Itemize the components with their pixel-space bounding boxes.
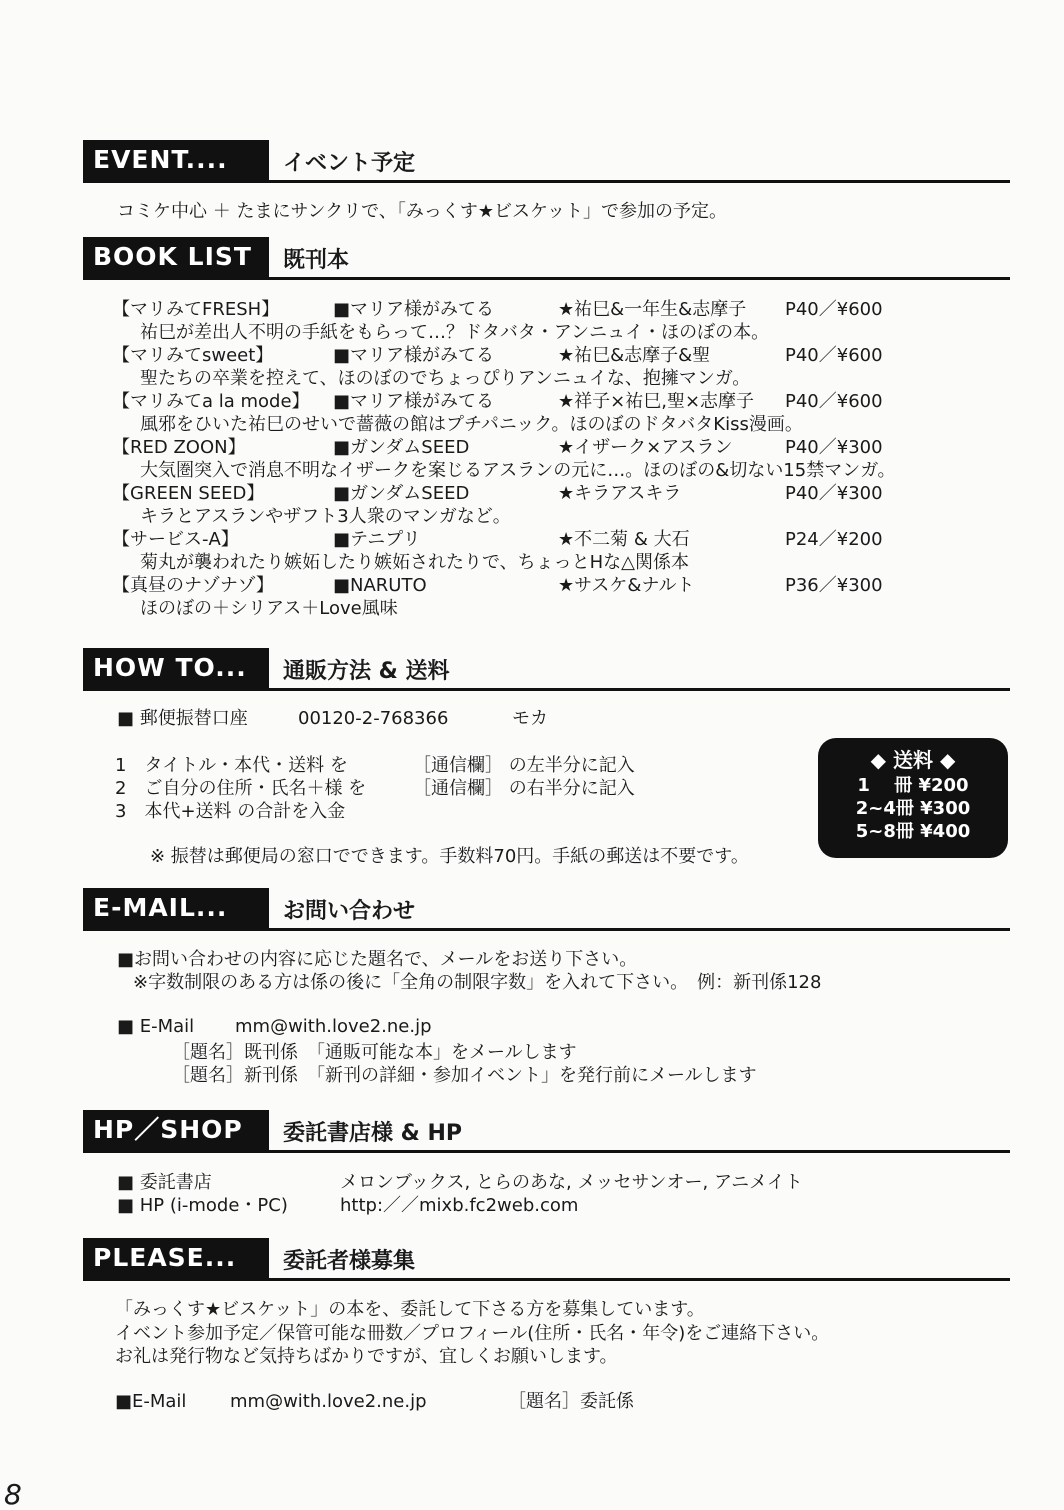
book-title: 【真昼のナゾナゾ】 xyxy=(112,575,274,596)
booklist-header xyxy=(83,237,1010,280)
please-line-2: イベント参加予定／保管可能な冊数／プロフィール(住所・氏名・年令)をご連絡下さい。 xyxy=(115,1323,830,1344)
step-3 xyxy=(115,800,345,823)
book-price: P40／¥600 xyxy=(785,345,883,366)
section-label: HP／SHOP xyxy=(83,1110,269,1150)
email-subject-1: ［題名］既刊係 「通販可能な本」をメールします xyxy=(172,1042,577,1063)
section-label: BOOK LIST xyxy=(83,237,269,277)
book-series: ■マリア様がみてる xyxy=(333,391,495,412)
book-chars: ★イザーク×アスラン xyxy=(558,437,733,458)
please-line-3: お礼は発行物など気持ちばかりですが、宜しくお願いします。 xyxy=(115,1346,618,1367)
step-number: 2 xyxy=(115,778,127,799)
howto-header xyxy=(83,648,1010,691)
book-item xyxy=(0,298,1064,344)
email-label: ■ E-Mail xyxy=(117,1016,195,1037)
book-chars: ★キラアスキラ xyxy=(558,483,682,504)
section-title: お問い合わせ xyxy=(283,899,416,924)
section-title: イベント予定 xyxy=(283,151,416,176)
shipping-fee-box xyxy=(818,738,1008,858)
email-line-1: ■お問い合わせの内容に応じた題名で、メールをお送り下さい。 xyxy=(117,949,638,970)
section-title: 通販方法 & 送料 xyxy=(283,659,450,684)
book-chars: ★祐巳&一年生&志摩子 xyxy=(558,299,747,320)
account-name: モカ xyxy=(512,708,548,729)
book-series: ■マリア様がみてる xyxy=(333,299,495,320)
book-price: P40／¥600 xyxy=(785,391,883,412)
book-title: 【RED ZOON】 xyxy=(112,437,246,458)
section-title: 委託書店様 & HP xyxy=(283,1121,463,1146)
book-desc: キラとアスランやザフト3人衆のマンガなど。 xyxy=(140,506,511,527)
step-text: 本代+送料 の合計を入金 xyxy=(144,801,346,822)
fee-row: 1 冊 ¥200 xyxy=(857,775,969,796)
step-target: ［通信欄］ の左半分に記入 xyxy=(413,755,635,776)
section-label: HOW TO... xyxy=(83,648,269,688)
book-series: ■テニプリ xyxy=(333,529,421,550)
step-2 xyxy=(115,777,635,800)
step-1 xyxy=(115,754,635,777)
book-desc: 大気圏突入で消息不明なイザークを案じるアスランの元に…。ほのぼの&切ない15禁マンガ。 xyxy=(140,460,896,481)
book-desc: 風邪をひいた祐巳のせいで薔薇の館はプチパニック。ほのぼのドタバタKiss漫画。 xyxy=(140,414,803,435)
account-label: ■ 郵便振替口座 xyxy=(117,708,248,729)
section-label: EVENT.... xyxy=(83,140,269,180)
book-item xyxy=(0,390,1064,436)
hp-url[interactable]: http:／／mixb.fc2web.com xyxy=(340,1195,579,1216)
book-item xyxy=(0,436,1064,482)
please-subject: ［題名］委託係 xyxy=(508,1391,634,1412)
shops-list: メロンブックス, とらのあな, メッセサンオー, アニメイト xyxy=(340,1172,803,1193)
book-title: 【マリみてsweet】 xyxy=(112,345,274,366)
step-number: 3 xyxy=(115,801,127,822)
book-price: P36／¥300 xyxy=(785,575,883,596)
book-chars: ★祐巳&志摩子&聖 xyxy=(558,345,711,366)
please-email-address[interactable]: mm@with.love2.ne.jp xyxy=(230,1391,427,1412)
book-desc: 聖たちの卒業を控えて、ほのぼのでちょっぴりアンニュイな、抱擁マンガ。 xyxy=(140,368,751,389)
fee-row: 5~8冊 ¥400 xyxy=(855,821,971,842)
book-title: 【GREEN SEED】 xyxy=(112,483,265,504)
shops-label: ■ 委託書店 xyxy=(117,1172,212,1193)
please-email-label: ■E-Mail xyxy=(115,1391,187,1412)
book-item xyxy=(0,528,1064,574)
event-header xyxy=(83,140,1010,183)
book-series: ■NARUTO xyxy=(333,575,427,596)
account-number: 00120-2-768366 xyxy=(298,708,449,729)
section-title: 委託者様募集 xyxy=(283,1249,416,1274)
book-price: P40／¥300 xyxy=(785,437,883,458)
book-series: ■ガンダムSEED xyxy=(333,437,470,458)
book-desc: ほのぼの＋シリアス＋Love風味 xyxy=(140,598,398,619)
please-header xyxy=(83,1238,1010,1281)
email-subject-2: ［題名］新刊係 「新刊の詳細・参加イベント」を発行前にメールします xyxy=(172,1065,757,1086)
section-label: PLEASE... xyxy=(83,1238,269,1278)
book-item xyxy=(0,574,1064,620)
step-text: タイトル・本代・送料 を xyxy=(144,755,348,776)
book-desc: 菊丸が襲われたり嫉妬したり嫉妬されたりで、ちょっとHな△関係本 xyxy=(140,552,690,573)
howto-note: ※ 振替は郵便局の窓口でできます。手数料70円。手紙の郵送は不要です。 xyxy=(150,846,749,867)
page-number: 8 xyxy=(4,1478,22,1510)
book-desc: 祐巳が差出人不明の手紙をもらって…？ドタバタ・アンニュイ・ほのぼの本。 xyxy=(140,322,770,343)
book-item xyxy=(0,482,1064,528)
email-address[interactable]: mm@with.love2.ne.jp xyxy=(235,1016,432,1037)
hp-label: ■ HP (i-mode・PC) xyxy=(117,1195,288,1216)
book-title: 【マリみてa la mode】 xyxy=(112,391,310,412)
book-chars: ★不二菊 & 大石 xyxy=(558,529,690,550)
book-chars: ★祥子×祐巳,聖×志摩子 xyxy=(558,391,755,412)
book-title: 【サービス-A】 xyxy=(112,529,239,550)
fee-title: ◆ 送料 ◆ xyxy=(870,748,956,772)
step-text: ご自分の住所・氏名＋様 を xyxy=(144,778,367,799)
email-header xyxy=(83,888,1010,931)
step-number: 1 xyxy=(115,755,127,776)
step-target: ［通信欄］ の右半分に記入 xyxy=(413,778,635,799)
book-item xyxy=(0,344,1064,390)
shop-header xyxy=(83,1110,1010,1153)
event-text: コミケ中心 ＋ たまにサンクリで、「みっくす★ビスケット」で参加の予定。 xyxy=(117,201,728,222)
book-price: P40／¥300 xyxy=(785,483,883,504)
book-series: ■ガンダムSEED xyxy=(333,483,470,504)
book-price: P24／¥200 xyxy=(785,529,883,550)
email-line-2: ※字数制限のある方は係の後に「全角の制限字数」を入れて下さい。 例：新刊係128 xyxy=(133,972,822,993)
book-price: P40／¥600 xyxy=(785,299,883,320)
book-title: 【マリみてFRESH】 xyxy=(112,299,280,320)
section-label: E-MAIL... xyxy=(83,888,269,928)
book-chars: ★サスケ&ナルト xyxy=(558,575,695,596)
book-series: ■マリア様がみてる xyxy=(333,345,495,366)
please-line-1: 「みっくす★ビスケット」の本を、委託して下さる方を募集しています。 xyxy=(115,1299,705,1320)
fee-row: 2~4冊 ¥300 xyxy=(855,798,971,819)
section-title: 既刊本 xyxy=(283,248,350,273)
